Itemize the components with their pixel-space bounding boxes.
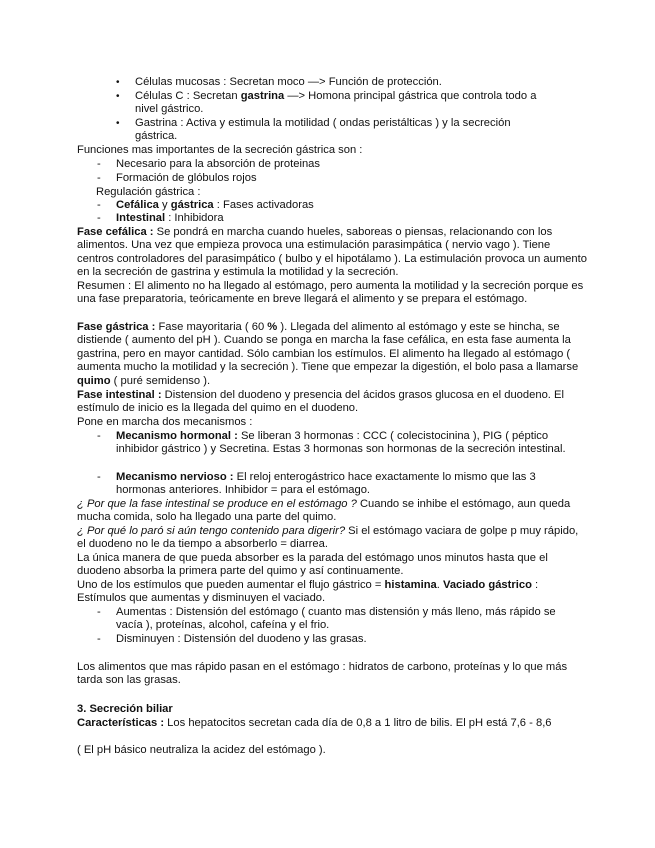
- gastric-phase-paragraph: Fase gástrica : Fase mayoritaria ( 60 % ). Llegada del alimento al estómago y este se hincha, se distiende ( aumento del pH ). Cuando se ponga en marcha la fase cefálica, en esta fase aumenta la gastrina, pero en mayor cantidad. Sólo cambian los estímulos. El alimento ha llegado al estómago ( aumenta mucho la motilidad y la secreción ). Tiene que empezar la digestión, el bolo pasa a llamarse quimo ( puré semidenso ).: [77, 321, 579, 387]
- dash-marker: -: [97, 199, 101, 211]
- functions-intro: Funciones mas importantes de la secreción gástrica son :: [77, 144, 363, 156]
- intestinal-phase-paragraph: Fase intestinal : Distension del duodeno y presencia del ácidos grasos glucosa en el duodeno. El estímulo de inicio es la llegada del quimo en el duodeno.: [77, 389, 564, 415]
- list-item: Intestinal : Inhibidora: [116, 212, 224, 224]
- list-item: Cefálica y gástrica : Fases activadoras: [116, 199, 314, 211]
- section-heading: 3. Secreción biliar: [77, 703, 173, 715]
- dash-marker: -: [97, 430, 101, 442]
- biliary-paragraph: Características : Los hepatocitos secretan cada día de 0,8 a 1 litro de bilis. El pH está 7,6 - 8,6: [77, 717, 552, 729]
- list-item: Aumentas : Distensión del estómago ( cuanto mas distensión y más lleno, más rápido se vacía ), proteínas, alcohol, cafeína y el frio.: [116, 606, 556, 632]
- question-paragraph: ¿ Por que la fase intestinal se produce en el estómago ? Cuando se inhibe el estómago, aun queda mucha comida, solo ha llegado una parte del quimo.: [77, 498, 571, 524]
- list-item: Formación de glóbulos rojos: [116, 172, 257, 184]
- foods-paragraph: Los alimentos que mas rápido pasan en el estómago : hidratos de carbono, proteínas y lo que más tarda son las grasas.: [77, 661, 568, 687]
- list-item: Disminuyen : Distensión del duodeno y las grasas.: [116, 633, 367, 645]
- dash-marker: -: [97, 633, 101, 645]
- dash-marker: -: [97, 212, 101, 224]
- biliary-note: ( El pH básico neutraliza la acidez del estómago ).: [77, 744, 326, 756]
- list-item: Necesario para la absorción de proteinas: [116, 158, 320, 170]
- list-item: Células mucosas : Secretan moco ―> Función de protección.: [135, 76, 442, 88]
- gastrina-term: gastrina: [240, 90, 285, 102]
- dash-marker: -: [97, 606, 101, 618]
- cephalic-paragraph: Fase cefálica : Se pondrá en marcha cuando hueles, saboreas o piensas, relacionando con los alimentos. Una vez que empieza provoca una estimulación parasimpática ( nervio vago ). Tiene centros controladores del parasimpático ( bulbo y el hipotálamo ). La estimulación provoca un aumento en la secreción de gastrina y estimula la motilidad y la secreción.: [77, 226, 587, 279]
- bullet-marker: •: [116, 91, 120, 102]
- regulation-title: Regulación gástrica :: [96, 186, 201, 198]
- nervous-mechanism: Mecanismo nervioso : El reloj enterogástrico hace exactamente lo mismo que las 3 hormonas anteriores. Inhibidor = para el estómago.: [116, 471, 536, 497]
- stimuli-paragraph: Uno de los estímulos que pueden aumentar el flujo gástrico = histamina. Vaciado gástrico : Estímulos que aumentas y disminuyen el vaciado.: [77, 579, 539, 605]
- dash-marker: -: [97, 471, 101, 483]
- absorption-paragraph: La única manera de que pueda absorber es la parada del estómago unos minutos hasta que el duodeno absorba la primera parte del quimo y así continuamente.: [77, 552, 548, 578]
- hormonal-mechanism: Mecanismo hormonal : Se liberan 3 hormonas : CCC ( colecistocinina ), PIG ( péptico inhibidor gástrico ) y Secretina. Estas 3 hormonas son hormonas de la secreción intestinal.: [116, 430, 566, 456]
- summary-paragraph: Resumen : El alimento no ha llegado al estómago, pero aumenta la motilidad y la secreción porque es una fase preparatoria, teóricamente en breve llegará el alimento y se prepara el estómago.: [77, 280, 584, 306]
- question-paragraph: ¿ Por qué lo paró si aún tengo contenido para digerir? Si el estómago vaciara de golpe p muy rápido, el duodeno no le da tiempo a absorberlo = diarrea.: [77, 525, 579, 551]
- list-item: Células C : Secretan gastrina ―> Homona principal gástrica que controla todo a nivel gástrico.: [135, 90, 537, 116]
- bullet-marker: •: [116, 118, 120, 129]
- dash-marker: -: [97, 172, 101, 184]
- mechanisms-intro: Pone en marcha dos mecanismos :: [77, 416, 253, 428]
- bullet-marker: •: [116, 77, 120, 88]
- dash-marker: -: [97, 158, 101, 170]
- list-item: Gastrina : Activa y estimula la motilidad ( ondas peristálticas ) y la secreción gástrica.: [135, 117, 511, 143]
